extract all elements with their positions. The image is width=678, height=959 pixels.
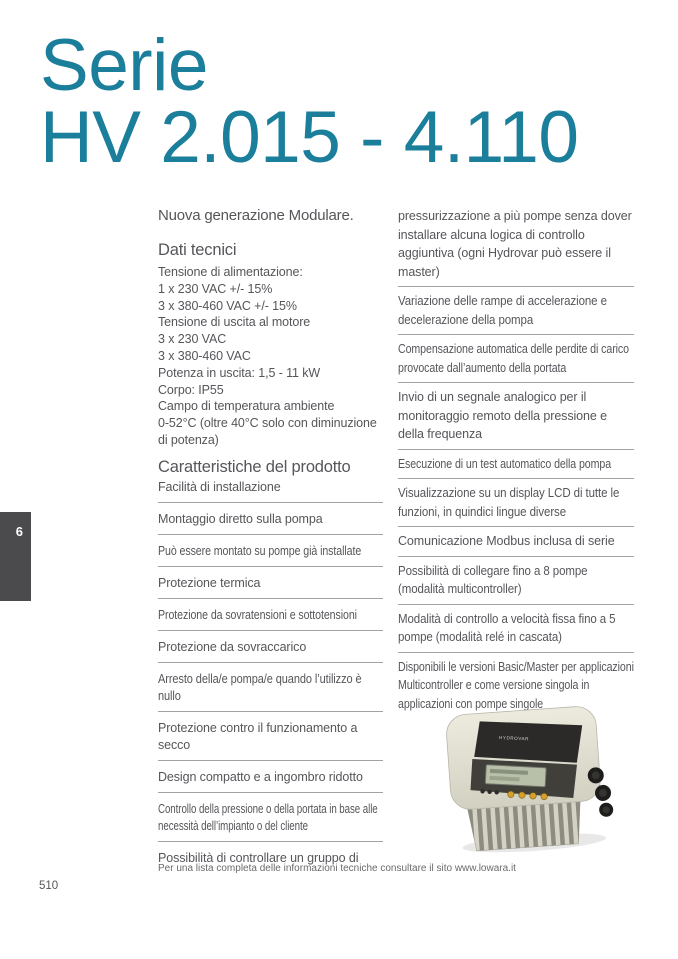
feature-list-left xyxy=(158,477,383,873)
spec-line: Potenza in uscita: 1,5 - 11 kW xyxy=(158,365,321,380)
feature-item xyxy=(398,207,634,286)
feature-item xyxy=(398,478,634,526)
feature-text: Esecuzione di un test automatico della pompa xyxy=(398,456,612,471)
feature-item xyxy=(398,334,634,382)
spec-line: Tensione di alimentazione: xyxy=(158,265,303,279)
feature-item xyxy=(158,760,383,792)
feature-text: Controllo della pressione o della portata in base alle necessità dell’impianto o del cliente xyxy=(158,801,378,833)
feature-text: Disponibili le versioni Basic/Master per applicazioni Multicontroller e come versione singola in applicazioni con pompe singole xyxy=(398,659,634,711)
feature-item xyxy=(158,711,383,760)
spec-line: Tensione di uscita al motore xyxy=(158,315,311,330)
feature-item xyxy=(398,526,634,556)
spec-line: 3 x 380-460 VAC xyxy=(158,348,251,363)
feature-text: Modalità di controllo a velocità fissa fino a 5 pompe (modalità relé in cascata) xyxy=(398,611,616,644)
feature-item xyxy=(398,286,634,334)
spec-line: 3 x 230 VAC xyxy=(158,332,227,347)
product-photo-hydrovar-controller xyxy=(430,706,630,856)
spec-line: Corpo: IP55 xyxy=(158,382,224,397)
feature-item xyxy=(158,598,383,630)
feature-text: Variazione delle rampe di accelerazione e decelerazione della pompa xyxy=(398,294,607,327)
feature-text: Arresto della/e pompa/e quando l’utilizzo è nullo xyxy=(158,671,362,703)
section-tab: 6 xyxy=(0,512,31,601)
feature-text: Protezione da sovraccarico xyxy=(158,639,307,654)
feature-item xyxy=(158,534,383,566)
technical-data-block xyxy=(158,264,383,449)
feature-text: Possibilità di collegare fino a 8 pompe (modalità multicontroller) xyxy=(398,563,588,596)
feature-text: Protezione da sovratensioni e sottotensioni xyxy=(158,607,357,622)
footer-note: Per una lista completa delle informazioni tecniche consultare il sito www.lowara.it xyxy=(158,863,516,874)
feature-text: Protezione contro il funzionamento a secco xyxy=(158,720,358,752)
feature-text: Montaggio diretto sulla pompa xyxy=(158,511,323,526)
feature-text: Design compatto e a ingombro ridotto xyxy=(158,769,363,784)
feature-list-right xyxy=(398,207,634,718)
feature-text: Compensazione automatica delle perdite di carico provocate dall’aumento della portata xyxy=(398,342,629,375)
feature-text: Invio di un segnale analogico per il monitoraggio remoto della pressione e della frequenza xyxy=(398,390,607,441)
feature-item xyxy=(398,556,634,604)
feature-item xyxy=(398,604,634,652)
device-brand-label: HYDROVAR xyxy=(498,735,530,742)
page-title xyxy=(40,25,579,178)
page-number: 510 xyxy=(39,880,59,892)
feature-text: Facilità di installazione xyxy=(158,479,281,494)
spec-line: 1 x 230 VAC +/- 15% xyxy=(158,281,273,296)
feature-item xyxy=(158,477,383,502)
feature-text: Comunicazione Modbus inclusa di serie xyxy=(398,534,615,548)
page-title-line2: HV 2.015 - 4.110 xyxy=(40,97,579,178)
feature-item xyxy=(398,449,634,479)
feature-item xyxy=(158,502,383,534)
dati-tecnici-heading: Dati tecnici xyxy=(158,241,237,259)
page-title-line1: Serie xyxy=(40,25,208,106)
feature-text: Possibilità di controllare un gruppo di xyxy=(158,850,359,865)
spec-line: 0-52°C (oltre 40°C solo con diminuzione xyxy=(158,416,377,431)
caratteristiche-heading: Caratteristiche del prodotto xyxy=(158,457,351,476)
feature-text: Protezione termica xyxy=(158,575,261,590)
feature-text: Può essere montato su pompe già installate xyxy=(158,543,362,558)
left-column xyxy=(158,207,383,873)
feature-text: pressurizzazione a più pompe senza dover installare alcuna logica di controllo aggiuntiva (ogni Hydrovar può essere il master) xyxy=(398,209,632,279)
spec-line: Campo di temperatura ambiente xyxy=(158,399,335,414)
feature-item xyxy=(398,382,634,449)
intro-line: Nuova generazione Modulare. xyxy=(158,207,354,224)
spec-line: di potenza) xyxy=(158,432,219,447)
feature-text: Visualizzazione su un display LCD di tutte le funzioni, in quindici lingue diverse xyxy=(398,486,620,519)
feature-item xyxy=(158,662,383,711)
spec-line: 3 x 380-460 VAC +/- 15% xyxy=(158,298,297,313)
right-column xyxy=(398,207,634,718)
feature-item xyxy=(158,792,383,841)
device-lcd-display xyxy=(485,765,546,787)
feature-item xyxy=(158,630,383,662)
feature-item xyxy=(158,566,383,598)
